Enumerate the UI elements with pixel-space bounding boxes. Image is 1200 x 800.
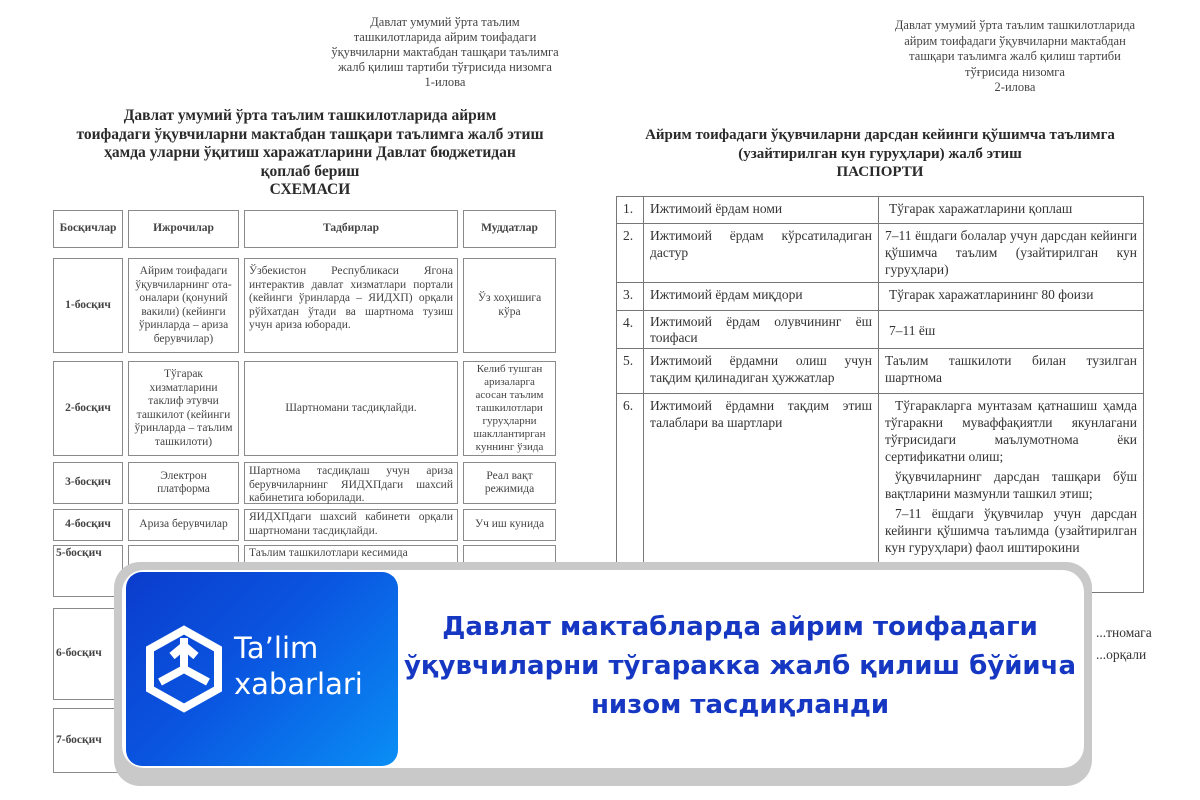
row-number: 5. (616, 348, 644, 394)
action-cell: ЯИДХПдаги шахсий кабинети орқали шартномани тасдиқлайди. (244, 509, 458, 541)
left-title (50, 107, 570, 200)
row-number: 3. (616, 282, 644, 311)
term-cell: Уч иш кунида (463, 509, 556, 541)
row-name: Ижтимоий ёрдамни тақдим этиш талаблари ва шартлари (643, 393, 879, 593)
title-line: қоплаб бериш (260, 162, 360, 180)
partial-line: ...тномага (1096, 625, 1152, 640)
executor-cell: Электрон платформа (128, 462, 239, 504)
note-line: 2-илова (994, 80, 1036, 94)
term-cell: Реал вақт режимида (463, 462, 556, 504)
row-value: Таълим ташкилоти билан тузилган шартнома (878, 348, 1144, 394)
title-line: Давлат умумий ўрта таълим ташкилотларида айрим (123, 107, 497, 124)
right-title (610, 126, 1150, 182)
note-line: Давлат умумий ўрта таълим (370, 15, 520, 29)
row-name: Ижтимоий ёрдам миқдори (643, 282, 879, 311)
note-line: жалб қилиш тартиби тўғрисида низомга (338, 60, 552, 74)
condition-text: ўқувчиларнинг дарсдан ташқари бўш вақтларини мазмунли ташкил этиш; (885, 469, 1137, 501)
row-value: 7–11 ёшдаги болалар учун дарсдан кейинги қўшимча таълим (узайтирилган кун гуруҳлари) (878, 223, 1144, 283)
partial-line: ...орқали (1096, 647, 1147, 662)
row-number: 6. (616, 393, 644, 593)
row-number: 2. (616, 223, 644, 283)
title-line: Айрим тоифадаги ўқувчиларни дарсдан кейинги қўшимча таълимга (645, 127, 1115, 143)
row-name: Ижтимоий ёрдам кўрсатиладиган дастур (643, 223, 879, 283)
stage-cell: 4-босқич (53, 509, 123, 541)
row-value: Тўгарак харажатларини қоплаш (878, 196, 1144, 224)
row-number: 4. (616, 310, 644, 349)
news-headline (400, 608, 1080, 725)
note-line: 1-илова (424, 75, 466, 89)
stage-cell: 7-босқич (53, 708, 123, 773)
title-line: (узайтирилган кун гуруҳлари) жалб этиш (738, 145, 1022, 162)
row-name: Ижтимоий ёрдам олувчининг ёш тоифаси (643, 310, 879, 349)
term-cell: Ўз хоҳишига кўра (463, 258, 556, 353)
brand-logo (126, 572, 398, 766)
brand-line: Ta’lim (234, 631, 319, 665)
brand-line: xabarlari (234, 667, 363, 701)
header-executors: Ижрочилар (128, 210, 239, 248)
note-line: айрим тоифадаги ўқувчиларни мактабдан (904, 33, 1126, 48)
headline-line: Давлат мактабларда айрим тоифадаги (442, 612, 1038, 642)
headline-line: ўқувчиларни тўгаракка жалб қилиш бўйича (403, 651, 1077, 681)
note-line: ташкилотларида айрим тоифадаги (353, 30, 537, 44)
stage-cell: 1-босқич (53, 258, 123, 353)
condition-text: Тўгаракларга мунтазам қатнашиш ҳамда тўгаракни муваффақиятли якунлагани тўғрисидаги маълумотнома ёки сертификатни олиш; (885, 398, 1137, 464)
title-line: ПАСПОРТИ (836, 164, 924, 180)
partial-text (1096, 622, 1152, 666)
condition-text: 7–11 ёшдаги ўқувчилар учун дарсдан кейинги қўшимча таълимда (узайтирилган кун гуруҳлари) фаол иштирокини (885, 506, 1137, 555)
title-line: СХЕМАСИ (269, 181, 351, 198)
note-line: ўқувчиларни мактабдан ташқари таълимга (331, 45, 559, 59)
action-cell: Ўзбекистон Республикаси Ягона интерактив давлат хизматлари портали (кейинги ўринларда – ЯИДХП) орқали рўйхатдан ўтади ва шартнома тузиш учун ариза юборади. (244, 258, 458, 353)
action-cell: Таълим ташкилотлари кесимида (244, 545, 458, 597)
executor-cell: Ариза берувчилар (128, 509, 239, 541)
term-cell: Келиб тушган аризаларга асосан таълим ташкилотлари гуруҳларни шакллантирган куннинг ўзида (463, 361, 556, 456)
action-cell: Шартномани тасдиқлайди. (244, 361, 458, 456)
row-value: Тўгарак харажатларининг 80 фоизи (878, 282, 1144, 311)
header-stages: Босқичлар (53, 210, 123, 248)
note-line: ташқари таълимга жалб қилиш тартиби (909, 49, 1121, 63)
title-line: ҳамда уларни ўқитиш харажатларини Давлат бюджетидан (104, 144, 516, 161)
row-name: Ижтимоий ёрдамни олиш учун тақдим қилинадиган ҳужжатлар (643, 348, 879, 394)
stage-cell: 2-босқич (53, 361, 123, 456)
executor-cell: Айрим тоифадаги ўқувчиларнинг ота-оналари (қонуний вакили) (кейинги ўринларда – ариза берувчилар) (128, 258, 239, 353)
header-actions: Тадбирлар (244, 210, 458, 248)
executor-cell: Тўгарак хизматларини таклиф этувчи ташкилот (кейинги ўринларда – таълим ташкилоти) (128, 361, 239, 456)
left-appendix-note (320, 15, 570, 90)
brand-name (234, 630, 363, 702)
stage-cell: 3-босқич (53, 462, 123, 504)
header-terms: Муддатлар (463, 210, 556, 248)
headline-line: низом тасдиқланди (590, 690, 890, 720)
cube-logo-icon (144, 624, 224, 714)
title-line: тоифадаги ўқувчиларни мактабдан ташқари таълимга жалб этиш (76, 125, 544, 143)
row-number: 1. (616, 196, 644, 224)
note-line: тўғрисида низомга (965, 64, 1065, 79)
note-line: Давлат умумий ўрта таълим ташкилотларида (894, 18, 1136, 32)
right-appendix-note (870, 18, 1160, 96)
row-value: 7–11 ёш (878, 310, 1144, 349)
stage-cell: 5-босқич (53, 545, 123, 597)
row-name: Ижтимоий ёрдам номи (643, 196, 879, 224)
action-cell: Шартнома тасдиқлаш учун ариза берувчиларнинг ЯИДХПдаги шахсий кабинетига юборилади. (244, 462, 458, 504)
stage-cell: 6-босқич (53, 608, 123, 700)
